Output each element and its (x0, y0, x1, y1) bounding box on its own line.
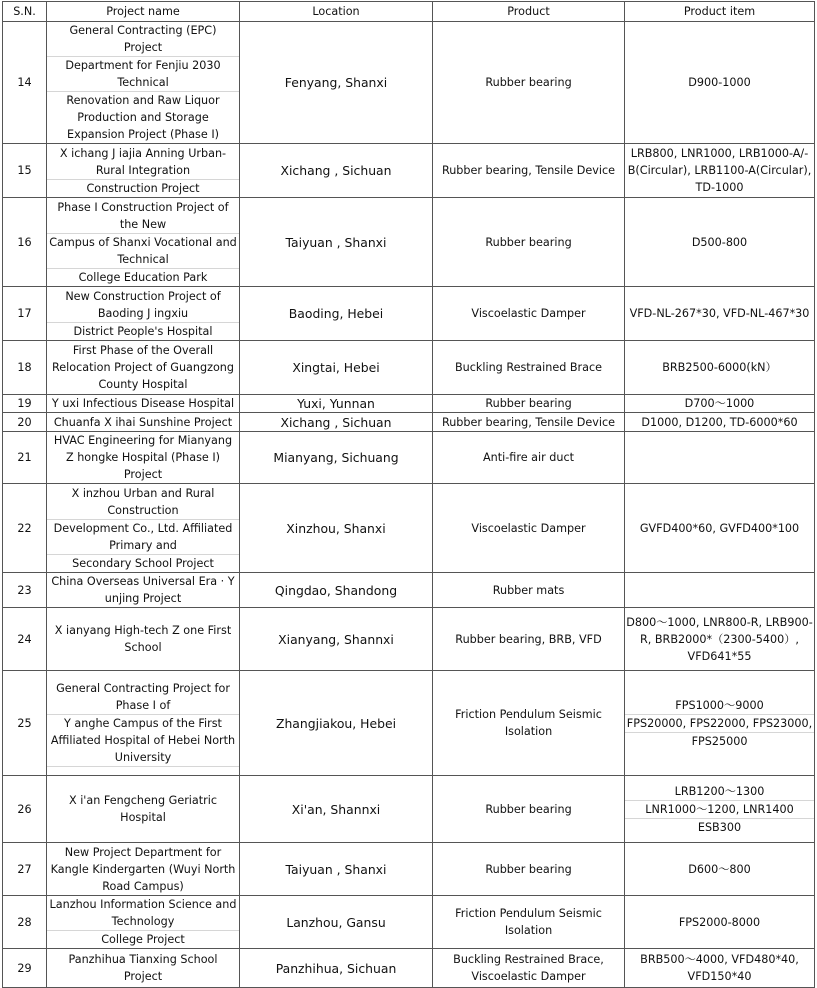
project-name-line: China Overseas Universal Era · Y unjing Project (51, 575, 235, 605)
product-item-cell (625, 573, 815, 608)
product-item-line: D1000, D1200, TD-6000*60 (641, 415, 798, 429)
sn-cell: 27 (3, 843, 47, 896)
table-row (3, 22, 815, 144)
product-cell: Rubber bearing, BRB, VFD (433, 608, 625, 671)
location-cell: Xichang , Sichuan (240, 144, 433, 198)
table-row (3, 776, 815, 843)
project-name-line: Secondary School Project (47, 554, 239, 572)
product-cell: Rubber bearing (433, 776, 625, 843)
location-cell: Xinzhou, Shanxi (240, 484, 433, 573)
product-item-line: FPS20000, FPS22000, FPS23000, (625, 714, 814, 732)
project-name-line: Phase I Construction Project of the New (57, 200, 229, 231)
project-name-line: First Phase of the Overall Relocation Project of Guangzong County Hospital (52, 344, 234, 391)
project-name-line: College Education Park (47, 268, 239, 286)
project-name-line: College Project (47, 930, 239, 948)
project-name-cell (47, 776, 240, 843)
product-item-line: FPS2000-8000 (678, 915, 761, 929)
product-item-line: D700～1000 (684, 397, 755, 410)
project-name-cell (47, 395, 240, 413)
sn-cell: 21 (3, 432, 47, 484)
product-cell: Friction Pendulum Seismic Isolation (433, 896, 625, 949)
product-cell: Friction Pendulum Seismic Isolation (433, 671, 625, 776)
table-row (3, 484, 815, 573)
product-item-cell (625, 896, 815, 949)
product-item-line: FPS1000～9000 (675, 698, 764, 712)
sn-cell: 26 (3, 776, 47, 843)
product-cell: Buckling Restrained Brace (433, 341, 625, 395)
table-row (3, 896, 815, 949)
product-cell: Rubber bearing, Tensile Device (433, 413, 625, 432)
product-item-line: GVFD400*60, GVFD400*100 (639, 521, 800, 535)
product-item-cell (625, 395, 815, 413)
sn-cell: 19 (3, 395, 47, 413)
product-item-cell (625, 776, 815, 843)
project-name-cell (47, 341, 240, 395)
project-name-line: X inzhou Urban and Rural Construction (71, 486, 215, 517)
sn-cell: 28 (3, 896, 47, 949)
project-name-cell (47, 949, 240, 988)
location-cell: Xingtai, Hebei (240, 341, 433, 395)
project-name-line: HVAC Engineering for Mianyang Z hongke Hospital (Phase I) Project (53, 434, 233, 481)
location-cell: Xichang , Sichuan (240, 413, 433, 432)
sn-cell: 29 (3, 949, 47, 988)
location-cell: Xi'an, Shannxi (240, 776, 433, 843)
project-name-line: New Project Department for Kangle Kindergarten (Wuyi North Road Campus) (50, 845, 236, 893)
product-item-cell (625, 608, 815, 671)
project-name-line: Renovation and Raw Liquor Production and Storage Expansion Project (Phase I) (47, 91, 239, 143)
header-location: Location (240, 2, 433, 22)
product-item-line: BRB500～4000, VFD480*40, VFD150*40 (640, 953, 799, 983)
project-name-cell (47, 843, 240, 896)
product-item-cell (625, 341, 815, 395)
project-name-line (47, 766, 239, 767)
product-cell: Viscoelastic Damper (433, 287, 625, 341)
sn-cell: 16 (3, 198, 47, 287)
sn-cell: 17 (3, 287, 47, 341)
product-item-cell (625, 22, 815, 144)
table-row (3, 413, 815, 432)
project-name-line: X ichang J iajia Anning Urban-Rural Integration (59, 146, 227, 177)
location-cell: Zhangjiakou, Hebei (240, 671, 433, 776)
table-row (3, 843, 815, 896)
product-cell: Rubber bearing (433, 22, 625, 144)
product-cell: Rubber bearing (433, 198, 625, 287)
product-item-cell (625, 198, 815, 287)
project-name-line: Campus of Shanxi Vocational and Technical (47, 233, 239, 268)
header-row (3, 2, 815, 22)
sn-cell: 23 (3, 573, 47, 608)
sn-cell: 14 (3, 22, 47, 144)
product-cell: Buckling Restrained Brace, Viscoelastic Damper (433, 949, 625, 988)
project-name-line: General Contracting (EPC) Project (69, 24, 217, 54)
table-row (3, 198, 815, 287)
product-item-cell (625, 144, 815, 198)
location-cell: Yuxi, Yunnan (240, 395, 433, 413)
table-row (3, 573, 815, 608)
sn-cell: 18 (3, 341, 47, 395)
location-cell: Taiyuan , Shanxi (240, 843, 433, 896)
project-name-line: Development Co., Ltd. Affiliated Primary and (47, 519, 239, 554)
sn-cell: 24 (3, 608, 47, 671)
product-item-line: FPS25000 (625, 732, 814, 750)
product-cell: Rubber bearing (433, 843, 625, 896)
project-name-cell (47, 413, 240, 432)
project-name-line: District People's Hospital (47, 322, 239, 340)
project-name-cell (47, 198, 240, 287)
product-item-cell (625, 432, 815, 484)
location-cell: Baoding, Hebei (240, 287, 433, 341)
header-product: Product (433, 2, 625, 22)
projects-table (2, 1, 815, 988)
product-item-cell (625, 287, 815, 341)
header-product-item: Product item (625, 2, 815, 22)
location-cell: Panzhihua, Sichuan (240, 949, 433, 988)
project-name-cell (47, 432, 240, 484)
table-row (3, 432, 815, 484)
product-item-line: LRB800, LNR1000, LRB1000-A/-B(Circular), LRB1100-A(Circular), TD-1000 (627, 147, 812, 194)
product-cell: Rubber bearing (433, 395, 625, 413)
product-item-cell (625, 484, 815, 573)
product-item-line: D800～1000, LNR800-R, LRB900-R, BRB2000*（2300-5400）, VFD641*55 (626, 615, 813, 663)
table-row (3, 287, 815, 341)
product-item-line: D900-1000 (688, 76, 751, 89)
product-item-line: ESB300 (625, 818, 814, 836)
product-item-line: VFD-NL-267*30, VFD-NL-467*30 (629, 307, 810, 320)
project-name-line: General Contracting Project for Phase I of (56, 681, 230, 712)
sn-cell: 20 (3, 413, 47, 432)
project-name-line: X i'an Fengcheng Geriatric Hospital (68, 794, 218, 824)
product-item-cell (625, 843, 815, 896)
project-name-line: Chuanfa X ihai Sunshine Project (53, 415, 233, 429)
location-cell: Taiyuan , Shanxi (240, 198, 433, 287)
project-name-cell (47, 287, 240, 341)
project-name-cell (47, 144, 240, 198)
project-name-cell (47, 608, 240, 671)
product-cell: Anti-fire air duct (433, 432, 625, 484)
product-item-line: D500-800 (691, 235, 748, 249)
table-row (3, 144, 815, 198)
project-name-line: Lanzhou Information Science and Technology (49, 898, 237, 928)
product-item-cell (625, 671, 815, 776)
sn-cell: 22 (3, 484, 47, 573)
project-name-cell (47, 896, 240, 949)
location-cell: Fenyang, Shanxi (240, 22, 433, 144)
sn-cell: 25 (3, 671, 47, 776)
project-name-line: Panzhihua Tianxing School Project (68, 953, 218, 983)
product-item-line: BRB2500-6000(kN） (662, 361, 777, 374)
project-name-line: New Construction Project of Baoding J ingxiu (65, 289, 221, 320)
header-project-name: Project name (47, 2, 240, 22)
location-cell: Mianyang, Sichuang (240, 432, 433, 484)
project-name-cell (47, 671, 240, 776)
project-name-cell (47, 484, 240, 573)
product-item-cell (625, 949, 815, 988)
product-item-cell (625, 413, 815, 432)
project-name-line: Department for Fenjiu 2030 Technical (47, 56, 239, 91)
location-cell: Xianyang, Shannxi (240, 608, 433, 671)
project-name-line: Y anghe Campus of the First Affiliated Hospital of Hebei North University (47, 714, 239, 766)
product-item-line: LRB1200～1300 (674, 784, 765, 798)
product-cell: Rubber bearing, Tensile Device (433, 144, 625, 198)
project-name-line: Construction Project (47, 179, 239, 197)
project-name-cell (47, 573, 240, 608)
location-cell: Lanzhou, Gansu (240, 896, 433, 949)
location-cell: Qingdao, Shandong (240, 573, 433, 608)
table-row (3, 608, 815, 671)
product-cell: Rubber mats (433, 573, 625, 608)
table-row (3, 671, 815, 776)
table-row (3, 341, 815, 395)
sn-cell: 15 (3, 144, 47, 198)
table-row (3, 949, 815, 988)
header-sn: S.N. (3, 2, 47, 22)
table-row (3, 395, 815, 413)
product-item-line: LNR1000～1200, LNR1400 (625, 800, 814, 818)
product-item-line: D600～800 (688, 862, 751, 876)
project-name-line: X ianyang High-tech Z one First School (54, 624, 232, 654)
project-name-cell (47, 22, 240, 144)
project-name-line: Y uxi Infectious Disease Hospital (51, 397, 235, 410)
product-cell: Viscoelastic Damper (433, 484, 625, 573)
